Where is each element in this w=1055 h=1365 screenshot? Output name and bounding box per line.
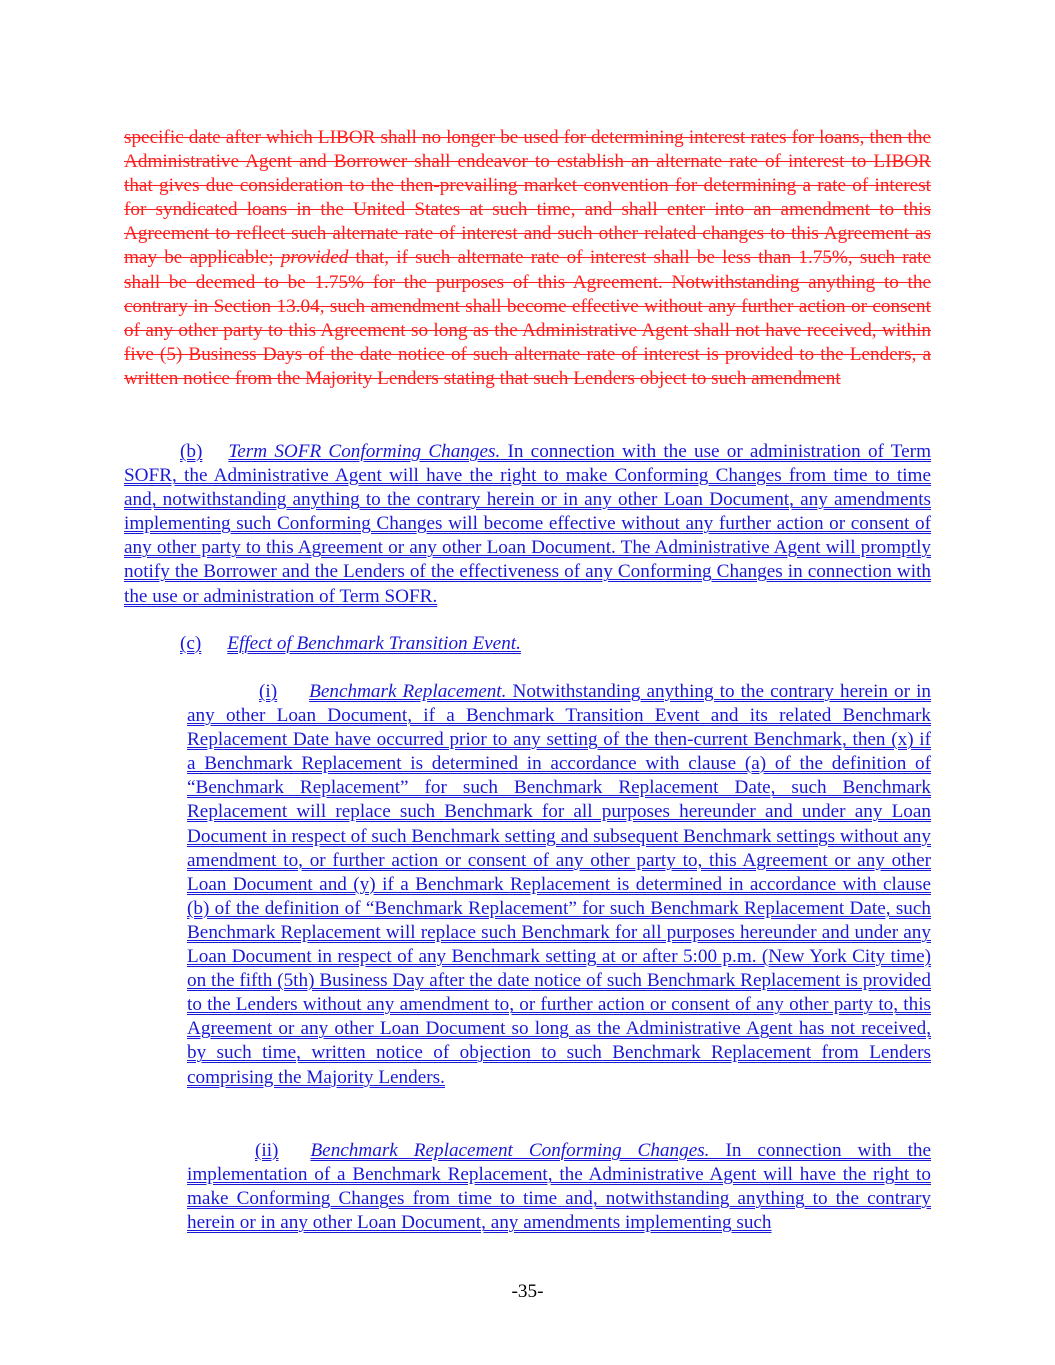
- section-b-body: In connection with the use or administration of Term SOFR, the Administrative Agent will have the right to make Conforming Changes from time to time and, notwithstanding anything to the contrary herein or in any other Loan Document, any amendments implementing such Conforming Changes will become effective without any further action or consent of any other party to this Agreement or any other Loan Document. The Administrative Agent will promptly notify the Borrower and the Lenders of the effectiveness of any Conforming Changes in connection with the use or administration of Term SOFR.: [124, 441, 931, 607]
- section-c-ii-body: In connection with the implementation of a Benchmark Replacement, the Administrative Agent will have the right to make Conforming Changes from time to time and, notwithstanding anything to the contrary herein or in any other Loan Document, any amendments implementing such: [187, 1140, 932, 1234]
- section-c-ii-number: (ii): [255, 1140, 279, 1161]
- deleted-paragraph: [124, 126, 931, 391]
- deleted-text-before: specific date after which LIBOR shall no longer be used for determining interest rates for loans, then the Administrative Agent and Borrower shall endeavor to establish an alternate rate of interest to LIBOR that gives due consideration to the then-prevailing market convention for determining a rate of interest for syndicated loans in the United States at such time, and shall enter into an amendment to this Agreement to reflect such alternate rate of interest and such other related changes to this Agreement as may be applicable;: [124, 127, 931, 269]
- section-c-number: (c): [180, 633, 202, 654]
- section-c-i-body: Notwithstanding anything to the contrary herein or in any other Loan Document, if a Benchmark Transition Event and its related Benchmark Replacement Date have occurred prior to any setting of the then-current Benchmark, then (x) if a Benchmark Replacement is determined in accordance with clause (a) of the definition of “Benchmark Replacement” for such Benchmark Replacement Date, such Benchmark Replacement will replace such Benchmark for all purposes hereunder and under any Loan Document in respect of such Benchmark setting and subsequent Benchmark settings without any amendment to, or further action or consent of any other party to, this Agreement or any other Loan Document and (y) if a Benchmark Replacement is determined in accordance with clause (b) of the definition of “Benchmark Replacement” for such Benchmark Replacement Date, such Benchmark Replacement will replace such Benchmark for all purposes hereunder and under any Loan Document in respect of any Benchmark setting at or after 5:00 p.m. (New York City time) on the fifth (5th) Business Day after the date notice of such Benchmark Replacement is provided to the Lenders without any amendment to, or further action or consent of any other party to, this Agreement or any other Loan Document so long as the Administrative Agent has not received, by such time, written notice of objection to such Benchmark Replacement from Lenders comprising the Majority Lenders.: [187, 681, 931, 1088]
- deleted-text-after: that, if such alternate rate of interest shall be less than 1.75%, such rate shall be deemed to be 1.75% for the purposes of this Agreement. Notwithstanding anything to the contrary in Section 13.04, such amendment shall become effective without any further action or consent of any other party to this Agreement so long as the Administrative Agent shall not have received, within five (5) Business Days of the date notice of such alternate rate of interest is provided to the Lenders, a written notice from the Majority Lenders stating that such Lenders object to such amendment: [124, 247, 931, 389]
- section-b-number: (b): [180, 441, 203, 462]
- section-b-heading: Term SOFR Conforming Changes.: [228, 441, 501, 462]
- page-number: -35-: [511, 1281, 544, 1302]
- deleted-italic-word: provided: [280, 247, 349, 269]
- section-c-i-paragraph: [187, 680, 931, 1090]
- section-c-i-heading: Benchmark Replacement.: [309, 681, 507, 702]
- section-b-paragraph: [124, 440, 931, 609]
- section-c-heading: Effect of Benchmark Transition Event.: [227, 633, 521, 654]
- section-c-ii-heading: Benchmark Replacement Conforming Changes.: [310, 1140, 710, 1161]
- section-c-ii-paragraph: [187, 1139, 931, 1235]
- section-c-paragraph: [124, 632, 931, 656]
- section-c-i-number: (i): [259, 681, 278, 702]
